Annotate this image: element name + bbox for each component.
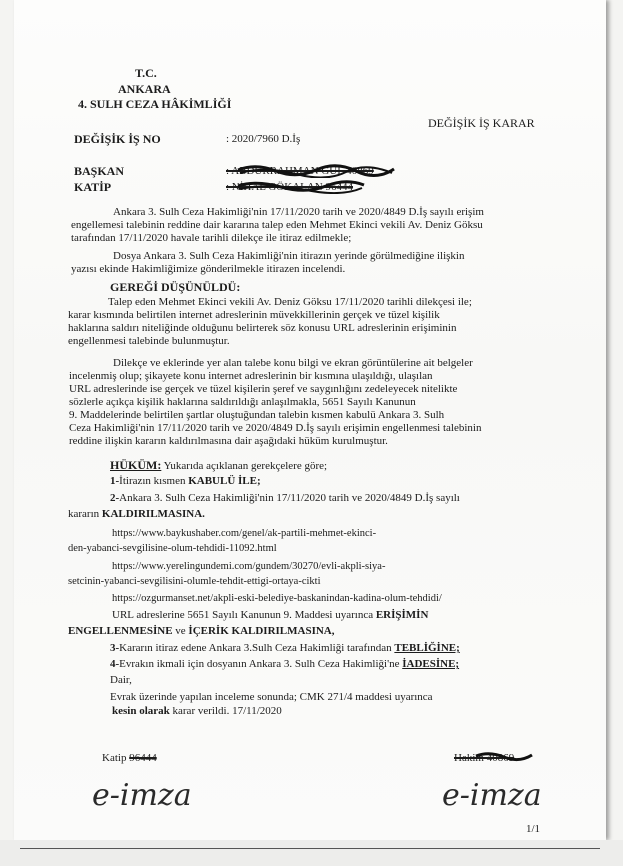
text-line: engellenmesi talebinde bulunmuştur. <box>68 335 230 347</box>
judge-label: BAŞKAN <box>74 164 125 178</box>
text-line: 9. Maddelerinde belirtilen şartlar oluştuğundan talebin kısmen kabulü Ankara 3. Sulh <box>69 409 445 421</box>
clerk-signature-label: Katip 96444 <box>102 752 157 764</box>
scan-artifact-line <box>20 848 600 849</box>
scan-bottom-strip <box>0 840 623 866</box>
reasoning-heading: GEREĞİ DÜŞÜNÜLDÜ: <box>110 280 241 294</box>
verdict-intro <box>110 458 327 473</box>
text-line: karar kısmında belirtilen internet adreslerinin müvekkillerinin gerçek ve tüzel kişilik <box>68 309 440 321</box>
judge-e-signature: e-imza <box>442 778 542 813</box>
header-court: 4. SULH CEZA HÂKİMLİĞİ <box>78 97 232 111</box>
redaction-scribble <box>236 178 366 194</box>
text-line: Ankara 3. Sulh Ceza Hakimliği'nin 17/11/2020 tarih ve 2020/4849 D.İş sayılı erişim <box>113 206 484 218</box>
verdict-item-1: 1-İtirazın kısmen KABULÜ İLE; <box>110 475 261 487</box>
redaction-scribble <box>236 162 396 178</box>
case-no-label: DEĞİŞİK İŞ NO <box>74 132 161 146</box>
text-line: Talep eden Mehmet Ekinci vekili Av. Deniz Göksu 17/11/2020 tarihli dilekçesi ile; <box>108 296 472 308</box>
redaction-scribble <box>474 749 534 763</box>
text-line: tarafından 17/11/2020 havale tarihli dilekçe ile itiraz edilmekle; <box>71 232 352 244</box>
document-page <box>14 0 606 840</box>
text-line: Dilekçe ve eklerinde yer alan talebe konu bilgi ve ekran görüntülerine ait belgeler <box>113 357 473 369</box>
doc-type: DEĞİŞİK İŞ KARAR <box>428 116 535 130</box>
url-link: den-yabanci-sevgilisine-olum-tehdidi-11092.html <box>68 543 277 554</box>
block-order-line-2: ENGELLENMESİNE ve İÇERİK KALDIRILMASINA, <box>68 625 335 637</box>
text-line: reddine ilişkin kararın kaldırılmasına dair aşağıdaki hüküm kurulmuştur. <box>69 435 388 447</box>
text-line: sözlerle açıkça kişilik haklarına saldırıldığı anlaşılmakla, 5651 Sayılı Kanunun <box>69 396 416 408</box>
verdict-intro-text: Yukarıda açıklanan gerekçelere göre; <box>161 460 328 472</box>
judge-value: : ABDURRAHMAN GÜL 40869 <box>226 165 374 177</box>
page-number: 1/1 <box>526 823 541 835</box>
url-link: setcinin-yabanci-sevgilisini-olumle-tehdit-ettigi-ortaya-cikti <box>68 576 321 587</box>
url-link: https://www.baykushaber.com/genel/ak-partili-mehmet-ekinci- <box>112 528 377 539</box>
text-line: haklarına saldırı niteliğinde olduğunu belirterek söz konusu URL adreslerinin erişiminin <box>68 322 457 334</box>
judge-signature-label: Hakim 40869 <box>454 752 515 764</box>
url-link: https://www.yerelingundemi.com/gundem/30270/evli-akpli-siya- <box>112 561 386 572</box>
block-order-line: URL adreslerine 5651 Sayılı Kanunun 9. Maddesi uyarınca ERİŞİMİN <box>112 609 429 621</box>
clerk-e-signature: e-imza <box>92 778 192 813</box>
intro-paragraph <box>71 250 547 276</box>
verdict-item-2-cont: kararın KALDIRILMASINA. <box>68 508 205 520</box>
text-line: incelenmiş olup; şikayete konu internet adreslerinin bir kısmına ulaşıldığı, ulaşılan <box>69 370 433 382</box>
verdict-item-4: 4-Evrakın ikmali için dosyanın Ankara 3. Sulh Ceza Hakimliği'ne İADESİNE; <box>110 658 460 670</box>
text-line: Ceza Hakimliği'nin 17/11/2020 tarih ve 2020/4849 D.İş sayılı erişimin engellenmesi talebinin <box>69 422 482 434</box>
verdict-item-3: 3-Kararın itiraz edene Ankara 3.Sulh Ceza Hakimliği tarafından TEBLİĞİNE; <box>110 642 460 654</box>
text-line: URL adreslerinde ise gerçek ve tüzel kişilerin şeref ve saygınlığını zedeleyecek nitelikte <box>69 383 458 395</box>
verdict-item-2: 2-Ankara 3. Sulh Ceza Hakimliği'nin 17/11/2020 tarih ve 2020/4849 D.İş sayılı <box>110 492 460 504</box>
reasoning-paragraph <box>69 357 547 448</box>
final-line: Evrak üzerinde yapılan inceleme sonunda; CMK 271/4 maddesi uyarınca <box>110 691 433 703</box>
reasoning-paragraph <box>68 296 548 348</box>
text-line: Dosya Ankara 3. Sulh Ceza Hakimliği'nin itirazın yerinde görülmediğine ilişkin <box>113 250 465 262</box>
text-line: yazısı ekinde Hakimliğimize gönderilmekle itirazen incelendi. <box>71 263 346 275</box>
clerk-value: : NİHAL GÖKALAN 96444 <box>226 181 353 193</box>
verdict-label: HÜKÜM: <box>110 458 162 472</box>
dair: Dair, <box>110 674 132 686</box>
case-no-value: : 2020/7960 D.İş <box>226 133 301 145</box>
url-link: https://ozgurmanset.net/akpli-eski-belediye-baskanindan-kadina-olum-tehdidi/ <box>112 593 442 604</box>
header-tc: T.C. <box>135 66 157 80</box>
final-line-2: kesin olarak karar verildi. 17/11/2020 <box>112 705 282 717</box>
header-city: ANKARA <box>118 82 171 96</box>
clerk-label: KATİP <box>74 180 112 194</box>
intro-paragraph <box>71 206 547 245</box>
text-line: engellemesi talebinin reddine dair kararına talep eden Mehmet Ekinci vekili Av. Deniz Göksu <box>71 219 483 231</box>
